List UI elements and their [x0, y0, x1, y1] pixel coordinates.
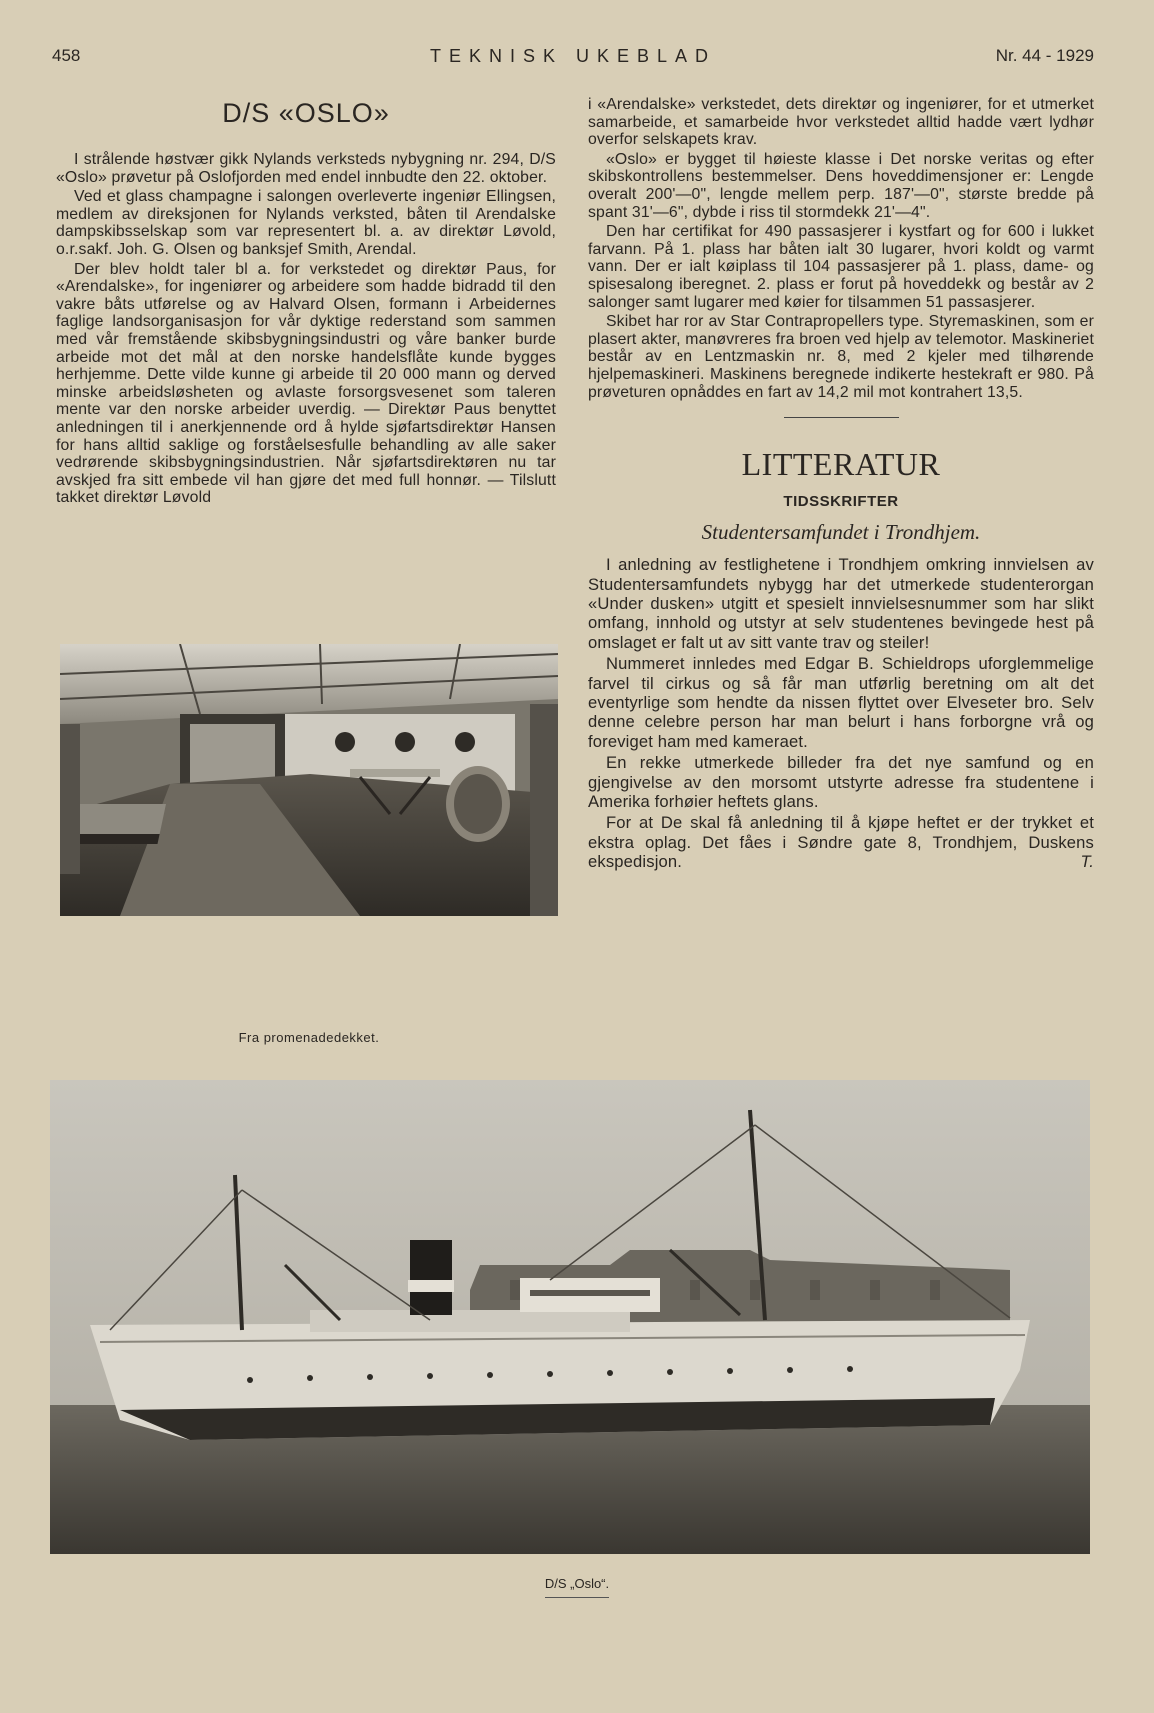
- article-paragraph: «Oslo» er bygget til høieste klasse i Det norske veritas og efter skibskontrollens bestemmelser. Dens hoveddimensjoner er: Lengde overalt 200'—0", lengde mellem perp. 187'—0", største bredde på spant 31'—6", dybde i riss til stormdekk 21'—4".: [588, 150, 1094, 221]
- signature: T.: [1080, 852, 1094, 872]
- article-paragraph: I strålende høstvær gikk Nylands verksteds nybygning nr. 294, D/S «Oslo» prøvetur på Oslofjorden med endel innbudte den 22. oktober.: [56, 151, 556, 186]
- section-divider: [784, 417, 899, 418]
- ship-photo: [50, 1080, 1090, 1554]
- review-title: Studentersamfundet i Trondhjem.: [701, 520, 981, 545]
- review-paragraph: En rekke utmerkede billeder fra det nye samfund og en gjengivelse av den morsomt utstyrte adresse fra studentene i Amerika forhøier heftets glans.: [588, 753, 1094, 811]
- section-title: LITTERATUR: [741, 446, 941, 483]
- left-column: [56, 96, 556, 507]
- article-paragraph: i «Arendalske» verkstedet, dets direktør og ingeniører, for et utmerket samarbeide, et samarbeide hvor verkstedet alltid hadde vært lydhør overfor selskapets krav.: [588, 96, 1094, 149]
- photo-caption: Fra promenadedekket.: [238, 1030, 380, 1045]
- review-paragraph-text: For at De skal få anledning til å kjøpe heftet er der trykket et ekstra oplag. Det fåes i Søndre gate 8, Trondhjem, Duskens ekspedisjon.: [588, 813, 1094, 872]
- section-subtitle: TIDSSKRIFTER: [783, 493, 899, 511]
- article-paragraph: Skibet har ror av Star Contrapropellers type. Styremaskinen, som er plasert akter, manøvreres fra broen ved hjelp av telemotor. Maskineriet består av en Lentzmaskin nr. 8, med 2 kjeler med tilhørende hjelpemaskineri. Maskinens beregnede indikerte hestekraft er 980. På prøveturen opnåddes en fart av 14,2 mil mot kontrahert 13,5.: [588, 313, 1094, 401]
- article-paragraph: Den har certifikat for 490 passasjerer i kystfart og for 600 i lukket farvann. På 1. plass har båten ialt 30 lugarer, hvori koldt og varmt vann. Der er ialt køiplass til 104 passasjerer på 1. plass, dame- og spisesalong iberegnet. 2. plass er forut på hoveddekk og består av 2 salonger samt lugarer med køier for tilsammen 51 passasjerer.: [588, 223, 1094, 311]
- review-paragraph: Nummeret innledes med Edgar B. Schieldrops uforglemmelige farvel til cirkus og så får man utførlig beretning om alt det eventyrlige som hendte da nissen flyttet over Elveseter bro. Selv denne celebre person har man belurt i hans forborgne vrå og foreviget ham med kameraet.: [588, 654, 1094, 751]
- right-column: [588, 96, 1094, 872]
- review-paragraph: I anledning av festlighetene i Trondhjem omkring innvielsen av Studentersamfundets nybygg har det utmerkede studenterorgan «Under dusken» utgitt et spesielt innvielsesnummer som har slikt omfang, innhold og utstyr at selv studentenes bevingede hest på omslaget er falt ut av sitt vante trav og steiler!: [588, 555, 1094, 652]
- article-paragraph: Der blev holdt taler bl a. for verkstedet og direktør Paus, for «Arendalske», for ingeniører og arbeidere som hadde bidradd til den vakre båts utførelse og av Halvard Olsen, formann i Arbeidernes faglige landsorganisasjon for vår dyktige rederstand som sammen med vår fremstående skibsbygningsindustri og våre banker burde arbeide mot det mål at den norske handelsflåte kunde bygges herhjemme. Dette vilde kunne gi arbeide til 20 000 mann og derved minske arbeidsløsheten og avlaste forsorgsvesenet som taleren mente var den norske arbeider uverdig. — Direktør Paus benyttet anledningen til i anerkjennende ord å hylde sjøfartsdirektør Hansen for hans alltid saklige og forståelsesfulle behandling av alle saker vedrørende skibsbygningsindustrien. Når sjøfartsdirektøren nu tar avskjed fra sitt embede vil han gjøre det med full honnør. — Tilslutt takket direktør Løvold: [56, 260, 556, 507]
- ship-photo-caption-text: D/S „Oslo“.: [545, 1576, 609, 1598]
- review-paragraph: [588, 813, 1094, 871]
- article-title: D/S «OSLO»: [222, 98, 390, 128]
- ship-photo-caption: [0, 1576, 1154, 1591]
- article-paragraph: Ved et glass champagne i salongen overleverte ingeniør Ellingsen, medlem av direksjonen for Nylands verksted, båten til Arendalske dampskibsselskap som var representert bl. a. av direktør Løvold, o.r.sakf. Joh. G. Olsen og banksjef Smith, Arendal.: [56, 188, 556, 258]
- promenade-deck-photo: [60, 644, 558, 916]
- issue-number: Nr. 44 - 1929: [995, 46, 1094, 65]
- page-number: 458: [52, 46, 81, 65]
- journal-title: TEKNISK UKEBLAD: [429, 46, 717, 66]
- page-header: [52, 46, 1094, 70]
